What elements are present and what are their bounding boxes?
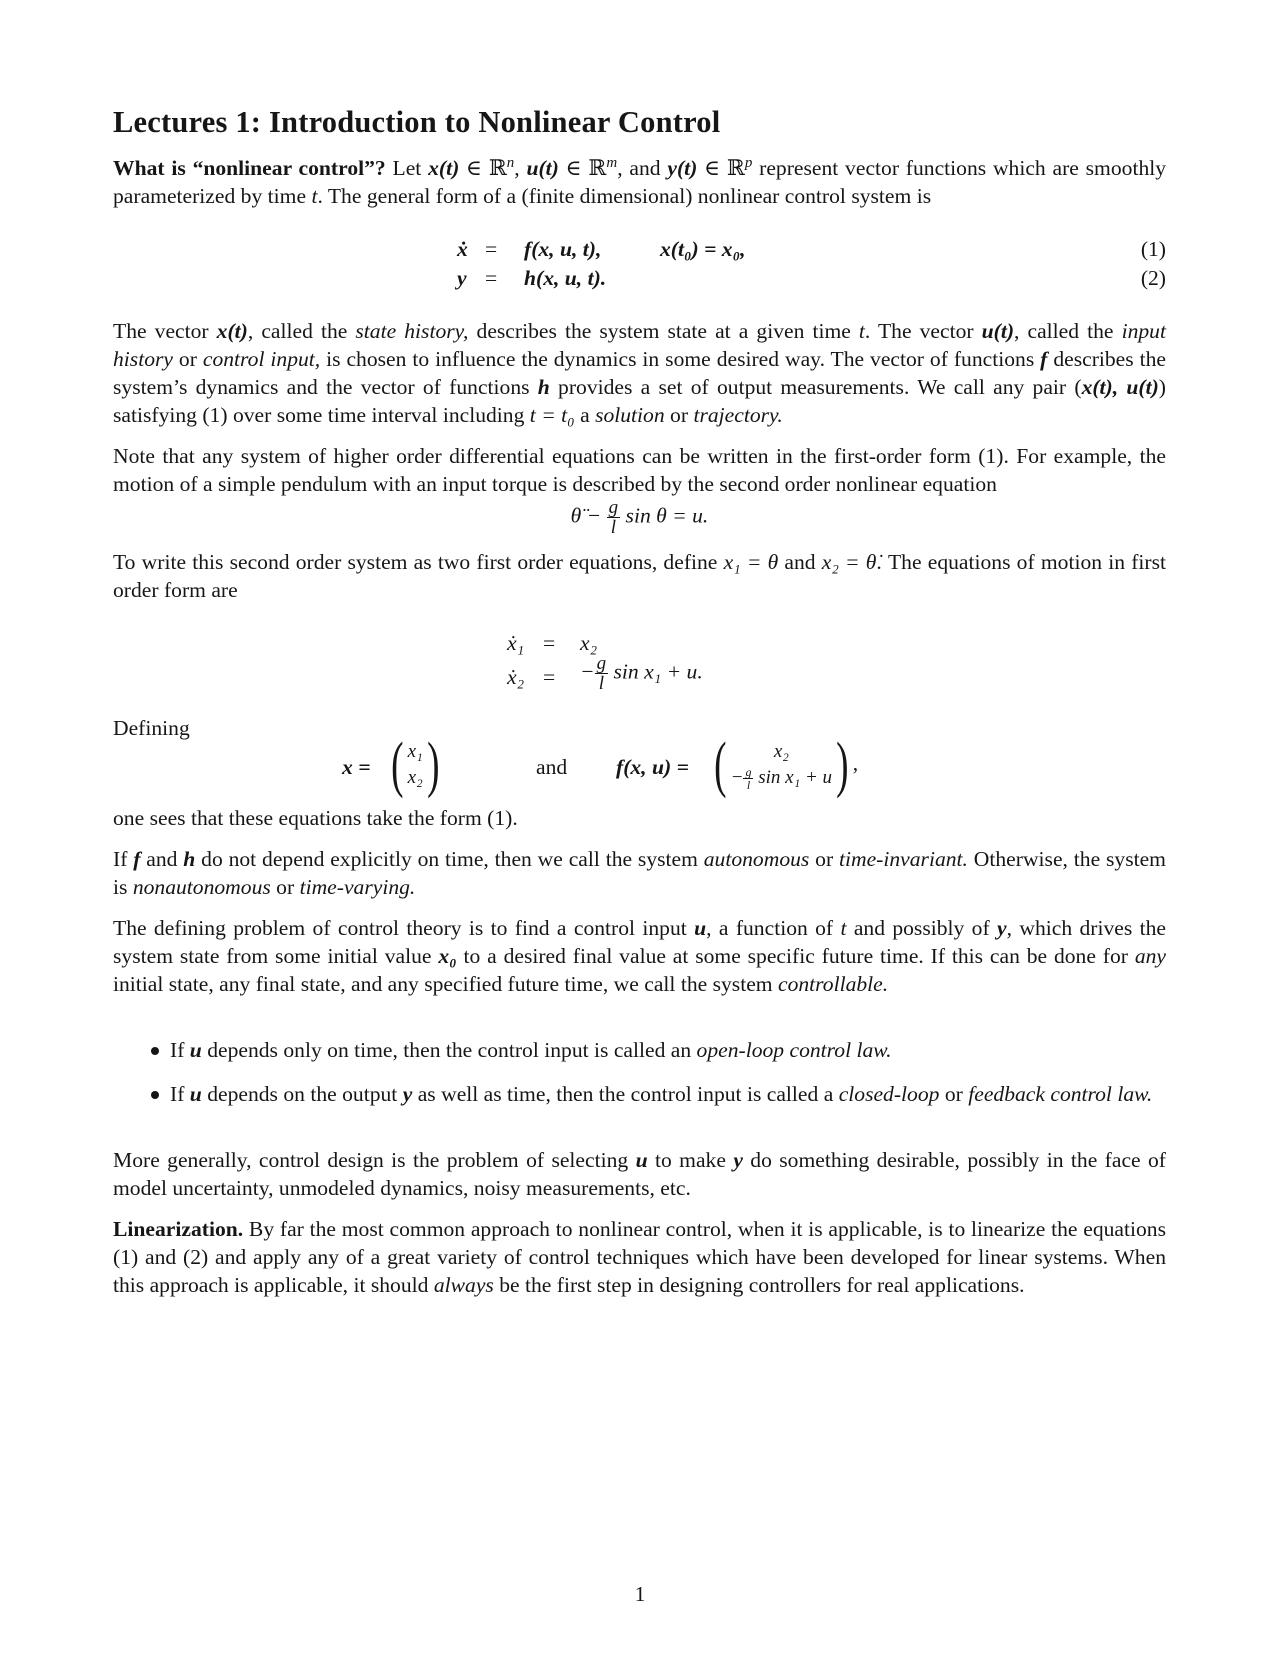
math: t (840, 916, 847, 940)
vector-entry (731, 765, 832, 791)
math: h (183, 847, 196, 871)
math-y-t: y(t) (667, 156, 698, 180)
text: If (170, 1082, 190, 1106)
equation-number: (1) (1140, 237, 1166, 261)
text: describes the system’s dynamics and the vector of functions (113, 347, 1166, 399)
text: represent vector functions which are smoothly parameterized by time (113, 156, 1167, 208)
text: a (574, 403, 596, 427)
text: , called the (1014, 319, 1122, 343)
eq-rhs: f(x, u, t), (524, 237, 602, 261)
vector-entry: x₁ (407, 741, 423, 762)
bullet-icon (151, 1091, 159, 1099)
math: t (858, 319, 865, 343)
control-problem-paragraph (113, 914, 1166, 998)
text: or (939, 1082, 969, 1106)
equation-system-1-2 (113, 220, 1166, 300)
text: initial state, any final state, and any specified future time, we call the system (113, 972, 778, 996)
text: , a function of (706, 916, 841, 940)
math-sup: n (506, 154, 515, 171)
text: , called the (247, 319, 356, 343)
fraction (743, 766, 753, 791)
text: and possibly of (846, 916, 998, 940)
text: or (809, 847, 839, 871)
eq-rel: = (543, 631, 556, 655)
minus: − (580, 659, 595, 684)
state-paragraph (113, 317, 1166, 429)
text: To write this second order system as two first order equations, define (113, 550, 724, 574)
section-heading: Linearization. (113, 1217, 244, 1241)
term: autonomous (703, 847, 810, 871)
equation-pendulum (113, 498, 1166, 542)
math-sup: m (606, 154, 618, 171)
eq-lhs: ẋ₂ (507, 665, 525, 689)
equation-number: (2) (1140, 266, 1166, 290)
list-item (113, 1080, 1166, 1108)
term: solution (595, 403, 665, 427)
math-u-t: u(t) (526, 156, 559, 180)
fraction-numerator: g (596, 653, 607, 674)
eq-lhs: x = (342, 755, 371, 779)
text: Otherwise, the system is (113, 847, 1166, 899)
text: ) satisfying (1) over some time interval including (113, 375, 1166, 427)
vector-entry: x₂ (407, 767, 423, 788)
math: x₂ = θ̇ (821, 550, 877, 574)
text: If (113, 847, 134, 871)
text: , and (617, 156, 668, 180)
page-number: 1 (634, 1582, 646, 1606)
comma: , (852, 750, 859, 775)
column-vector-f (710, 731, 859, 799)
term: control input, (202, 347, 321, 371)
minus: − (730, 766, 744, 788)
vector-entry: x₂ (773, 740, 789, 762)
math: u (694, 916, 707, 940)
math: h (537, 375, 550, 399)
right-paren: ) (836, 731, 849, 799)
math-in: ∈ ℝ (459, 156, 507, 180)
text: If (170, 1038, 190, 1062)
eq-initial-condition: x(t₀) = x₀, (660, 237, 746, 261)
text: and (778, 550, 822, 574)
math: u(t) (981, 319, 1015, 343)
term: always (433, 1273, 494, 1297)
text: The defining problem of control theory is to find a control input (113, 916, 695, 940)
term: controllable. (778, 972, 889, 996)
math-t: t (311, 184, 318, 208)
math: x(t) (216, 319, 248, 343)
math: f (133, 847, 141, 871)
fraction (607, 498, 621, 537)
math: y (402, 1082, 413, 1106)
text: More generally, control design is the problem of selecting (113, 1148, 636, 1172)
defining-label: Defining (113, 716, 190, 740)
text: is chosen to influence the dynamics in some desired way. The vector of functions (320, 347, 1041, 371)
form-sentence: one sees that these equations take the form (1). (113, 806, 518, 830)
page-body (113, 105, 1166, 1299)
text: By far the most common approach to nonlinear control, when it is applicable, is to linearize the equations (1) and (2) and apply any of a great variety of control techniques which have been developed for linear systems. When this approach is applicable, it should (113, 1217, 1166, 1297)
eq-rel: = (485, 266, 498, 290)
term: nonautonomous (132, 875, 271, 899)
fraction-denominator: l (610, 517, 617, 538)
autonomous-paragraph (113, 845, 1166, 901)
text: Let (385, 156, 429, 180)
left-paren: ( (714, 731, 727, 799)
text: be the first step in designing controllers for real applications. (493, 1273, 1025, 1297)
text: or (172, 347, 203, 371)
text: as well as time, then the control input is called a (412, 1082, 839, 1106)
eq-rhs-rest: sin x₁ + u. (608, 659, 703, 684)
math: u (189, 1082, 202, 1106)
math-in: ∈ ℝ (697, 156, 745, 180)
fraction-numerator: g (745, 765, 752, 780)
math: t = t₀ (529, 403, 575, 427)
text: . The vector (864, 319, 982, 343)
design-paragraph (113, 1146, 1166, 1202)
eq-lhs: ẋ₁ (507, 631, 525, 655)
eq-rhs (580, 654, 703, 693)
eq-rhs: h(x, u, t). (524, 266, 607, 290)
left-paren: ( (391, 731, 404, 799)
eq-rhs: x₂ (580, 631, 598, 655)
right-paren: ) (426, 731, 440, 799)
text: depends on the output (201, 1082, 403, 1106)
term: open-loop control law. (696, 1038, 892, 1062)
eq-lhs: f(x, u) = (616, 755, 689, 779)
text: do not depend explicitly on time, then we call the system (195, 847, 704, 871)
eq-lhs: y (457, 266, 467, 290)
math: y (997, 916, 1007, 940)
control-law-list (113, 1036, 1166, 1108)
term: any (1134, 944, 1166, 968)
linearization-paragraph (113, 1215, 1166, 1299)
math: y (733, 1148, 743, 1172)
text: and (140, 847, 184, 871)
text: . The general form of a (finite dimensional) nonlinear control system is (317, 184, 932, 208)
math-in: ∈ ℝ (558, 156, 607, 180)
text: or (664, 403, 694, 427)
math: u (635, 1148, 648, 1172)
pendulum-paragraph: Note that any system of higher order differential equations can be written in the first-order form (1). For example, the motion of a simple pendulum with an input torque is described by the second order nonlinear equation (113, 444, 1166, 496)
text: . The equations of motion in first order form are (113, 550, 1166, 602)
intro-paragraph (113, 154, 1166, 210)
text: to make (647, 1148, 734, 1172)
bullet-icon (151, 1047, 159, 1055)
term: closed-loop (838, 1082, 940, 1106)
text: , (514, 156, 527, 180)
text: The vector (113, 319, 217, 343)
term: input history (113, 319, 1166, 371)
fraction-denominator: l (746, 778, 751, 793)
math: u (189, 1038, 202, 1062)
page-title: Lectures 1: Introduction to Nonlinear Control (113, 105, 721, 139)
list-item (113, 1036, 1166, 1064)
intro-heading: What is “nonlinear control”? (113, 156, 386, 180)
equation-definitions (113, 731, 1166, 804)
eq-lhs: θ̈ − (570, 503, 607, 528)
math-x-t: x(t) (428, 156, 460, 180)
term: time-invariant. (839, 847, 968, 871)
equation-first-order (113, 604, 1166, 708)
math-sup: p (744, 154, 753, 171)
term: feedback control law. (968, 1082, 1153, 1106)
text: depends only on time, then the control input is called an (201, 1038, 697, 1062)
math: f (1040, 347, 1048, 371)
eq-rel: = (485, 237, 498, 261)
vector-entries (408, 739, 423, 791)
vector-entry-rest: sin x₁ + u (753, 766, 833, 788)
math: x₁ = θ (723, 550, 779, 574)
vector-entries (731, 739, 832, 791)
text: , which drives the system state from some initial value (113, 916, 1166, 968)
text: describes the system state at a given time (468, 319, 859, 343)
text: do something desirable, possibly in the face of model uncertainty, unmodeled dynamics, noisy measurements, etc. (113, 1148, 1166, 1200)
first-order-paragraph (113, 548, 1166, 604)
text: provides a set of output measurements. We call any pair ( (549, 375, 1082, 399)
text: or (270, 875, 300, 899)
term: time-varying. (299, 875, 416, 899)
text: to a desired final value at some specific future time. If this can be done for (456, 944, 1135, 968)
eq-lhs: ẋ (457, 237, 468, 261)
eq-and: and (536, 755, 568, 779)
column-vector-x (387, 731, 443, 799)
term: state history, (355, 319, 469, 343)
eq-rel: = (543, 665, 556, 689)
math: x(t), u(t) (1081, 375, 1159, 399)
fraction-denominator: l (598, 673, 604, 694)
eq-rhs: sin θ = u. (620, 503, 709, 528)
math: x₀ (438, 944, 457, 968)
fraction-numerator: g (608, 497, 619, 518)
term: trajectory. (693, 403, 783, 427)
fraction (595, 654, 609, 693)
